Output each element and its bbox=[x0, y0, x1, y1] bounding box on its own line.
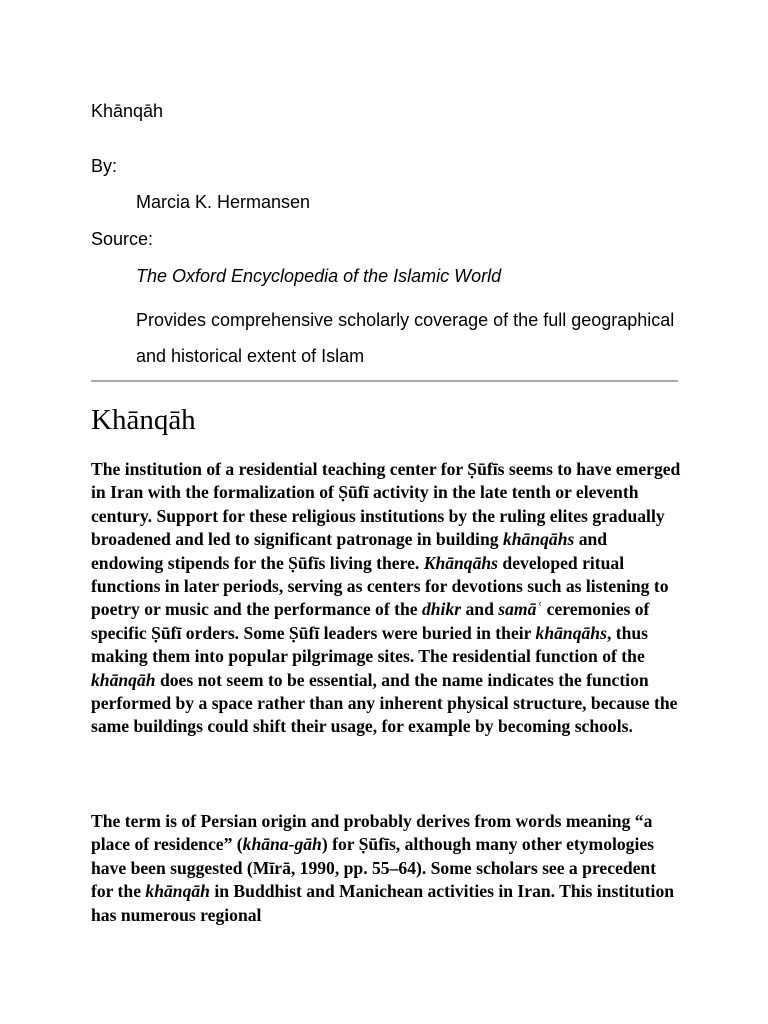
italic-term: khānqāh bbox=[145, 881, 210, 902]
italic-term: khānqāhs bbox=[502, 529, 575, 550]
by-label: By: bbox=[91, 156, 118, 176]
horizontal-divider bbox=[91, 380, 678, 382]
text-run: in Buddhist and Manichean activities in Iran. This institution has numerous regional bbox=[91, 881, 675, 925]
text-run: ) for Ṣūfīs, although many other etymologies have been suggested (Mīrā, 1990, pp. 55–64). Some scholars see a precedent for the bbox=[91, 834, 657, 902]
italic-term: khānqāhs bbox=[535, 622, 607, 643]
text-run: The term is of Persian origin and probably derives from words meaning “a place of residence” ( bbox=[91, 811, 653, 855]
article-paragraph-1 bbox=[91, 458, 681, 739]
document-title: Khānqāh bbox=[91, 101, 164, 121]
text-run: and endowing stipends for the Ṣūfīs living there. bbox=[91, 529, 608, 573]
italic-term: samāʿ bbox=[498, 599, 543, 620]
italic-term: khāna-gāh bbox=[242, 834, 322, 855]
article-title: Khānqāh bbox=[91, 404, 196, 436]
text-run: The institution of a residential teaching center for Ṣūfīs seems to have emerged in Iran with the formalization of Ṣūfī activity in the late tenth or eleventh century. Support for these religious institutions by the ruling elites gradually broadened and led to significant patronage in building bbox=[91, 459, 681, 550]
italic-term: dhikr bbox=[421, 599, 462, 620]
source-title: The Oxford Encyclopedia of the Islamic World bbox=[136, 266, 502, 286]
text-run: does not seem to be essential, and the name indicates the function performed by a space rather than any inherent physical structure, because the same buildings could shift their usage, for example by becoming schools. bbox=[91, 669, 678, 737]
article-paragraph-2 bbox=[91, 810, 681, 927]
source-description: Provides comprehensive scholarly coverage of the full geographical and historical extent of Islam bbox=[136, 310, 675, 366]
italic-term: Khānqāhs bbox=[423, 552, 499, 573]
text-run: and bbox=[461, 599, 499, 620]
italic-term: khānqāh bbox=[91, 669, 156, 690]
text-run: ceremonies of specific Ṣūfī orders. Some Ṣūfī leaders were buried in their bbox=[91, 599, 650, 643]
author-name: Marcia K. Hermansen bbox=[136, 192, 311, 212]
text-run: developed ritual functions in later periods, serving as centers for devotions such as listening to poetry or music and the performance of the bbox=[91, 552, 669, 620]
source-label: Source: bbox=[91, 229, 154, 249]
text-run: , thus making them into popular pilgrimage sites. The residential function of the bbox=[91, 622, 649, 667]
